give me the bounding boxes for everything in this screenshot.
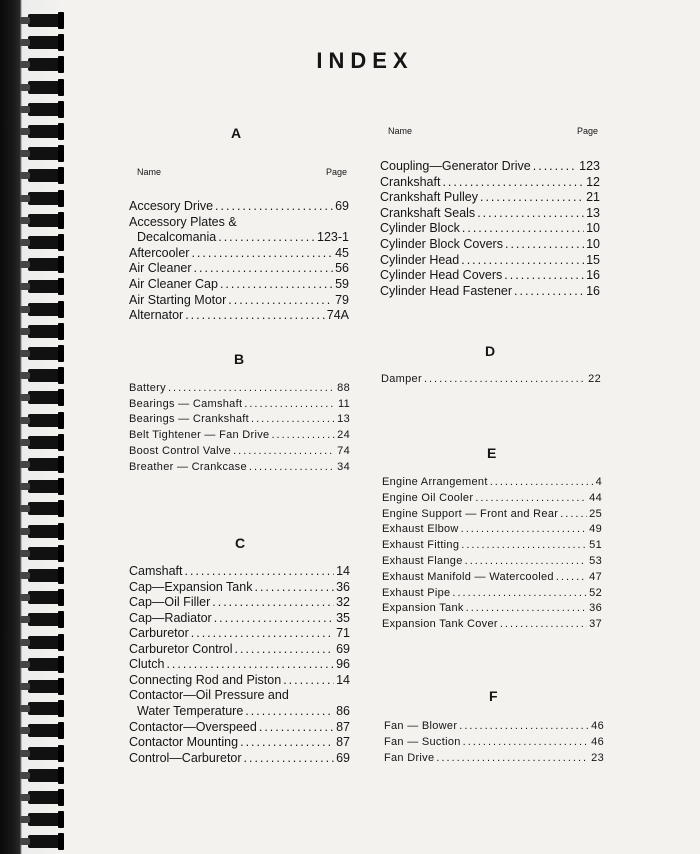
dot-leader: [480, 190, 584, 204]
entry-page: 96: [336, 657, 350, 672]
column-header-name: Name: [388, 126, 413, 136]
dot-leader: [271, 429, 335, 441]
entry-page: 49: [589, 523, 602, 536]
index-entry: [384, 736, 604, 748]
entry-name: Damper: [381, 373, 422, 385]
entry-name: Battery: [129, 382, 166, 394]
index-entry: [382, 523, 602, 535]
entry-name: Contactor Mounting: [129, 735, 239, 750]
dot-leader: [259, 720, 334, 734]
index-entry: [129, 277, 349, 291]
index-entry: [382, 618, 602, 630]
index-entry: [129, 246, 349, 260]
left-column-header: [137, 167, 347, 177]
entry-name: Clutch: [129, 657, 165, 672]
entry-page: 16: [586, 283, 600, 298]
binding-ring: [28, 747, 62, 760]
index-entry: [129, 398, 350, 410]
index-entry: [380, 253, 600, 267]
dot-leader: [477, 206, 584, 220]
page-title: INDEX: [316, 48, 414, 73]
binding-ring: [28, 791, 62, 804]
entry-name: Crankshaft: [380, 174, 441, 189]
index-entry: [380, 237, 600, 251]
entry-name: Air Cleaner: [129, 261, 192, 276]
entry-page: 74: [337, 444, 350, 457]
dot-leader: [504, 268, 584, 282]
dot-leader: [461, 253, 584, 267]
binding-ring: [28, 769, 62, 782]
entry-page: 21: [586, 190, 600, 205]
section-letter-c: C: [235, 535, 246, 551]
index-entry: [380, 175, 600, 189]
entry-page: 69: [336, 750, 350, 765]
entry-page: 71: [336, 626, 350, 641]
index-entry: [384, 720, 604, 732]
binding-ring: [28, 147, 62, 160]
dot-leader: [461, 523, 587, 535]
index-entry: [129, 382, 350, 394]
binding-ring: [28, 658, 62, 671]
binding-ring: [28, 458, 62, 471]
entry-name: Cylinder Block Covers: [380, 237, 503, 251]
index-entry: [129, 595, 350, 609]
index-entry: [380, 221, 600, 235]
dot-leader: [500, 618, 587, 630]
index-entry: [129, 461, 350, 473]
index-entry: [382, 571, 602, 583]
index-entry: [129, 445, 350, 457]
entry-page: 32: [336, 595, 350, 610]
binding-ring: [28, 680, 62, 693]
entry-name: Exhaust Pipe: [382, 586, 451, 599]
index-entry: [382, 539, 602, 551]
entry-name: Alternator: [129, 308, 184, 323]
dot-leader: [168, 382, 335, 394]
index-entry: [380, 190, 600, 204]
binding-ring: [28, 103, 62, 116]
dot-leader: [215, 199, 333, 213]
dot-leader: [235, 642, 335, 656]
entry-name: Air Starting Motor: [129, 292, 227, 307]
dot-leader: [466, 602, 587, 614]
entry-page: 88: [337, 382, 350, 394]
dot-leader: [442, 175, 584, 189]
entry-page: 35: [336, 610, 350, 625]
dot-leader: [490, 476, 594, 488]
entry-name: Exhaust Manifold — Watercooled: [382, 570, 554, 583]
entry-page: 123-1: [317, 230, 349, 245]
index-entry: [129, 199, 349, 213]
entry-name: Boost Control Valve: [129, 444, 232, 457]
dot-leader: [461, 539, 587, 551]
index-entry: [129, 673, 350, 687]
dot-leader: [251, 413, 335, 425]
entry-page: 44: [589, 491, 602, 504]
entry-page: 12: [586, 174, 600, 189]
dot-leader: [424, 373, 586, 385]
entry-page: 56: [335, 261, 349, 276]
binding-ring: [28, 436, 62, 449]
binding-ring: [28, 702, 62, 715]
index-entry: [129, 688, 350, 702]
column-header-page: Page: [576, 126, 598, 136]
index-entry: [129, 261, 349, 275]
dot-leader: [452, 587, 587, 599]
index-entry: [129, 564, 350, 578]
index-entry: [129, 626, 350, 640]
binding-ring: [28, 569, 62, 582]
binding-ring: [28, 236, 62, 249]
dot-leader: [166, 657, 334, 671]
entry-name: Expansion Tank: [382, 602, 464, 615]
binding-ring: [28, 280, 62, 293]
index-entry: [129, 704, 350, 718]
index-entry: [382, 555, 602, 567]
dot-leader: [194, 261, 334, 275]
dot-leader: [245, 704, 334, 718]
entry-page: 13: [586, 205, 600, 220]
entry-page: 4: [595, 476, 602, 488]
index-entry: [382, 602, 602, 614]
binding-ring: [28, 547, 62, 560]
entry-name: Cylinder Head Covers: [380, 268, 503, 283]
section-letter-d: D: [485, 343, 496, 359]
entry-page: 14: [336, 672, 350, 687]
index-entry: [380, 268, 600, 282]
entry-page: 69: [336, 641, 350, 656]
binding-ring: [28, 258, 62, 271]
index-entry: [382, 476, 602, 488]
binding-ring: [28, 480, 62, 493]
entry-name: Connecting Rod and Piston: [129, 672, 282, 687]
column-header-name: Name: [137, 167, 162, 177]
binding-ring: [28, 369, 62, 382]
entry-name: Engine Support — Front and Rear: [382, 507, 559, 520]
entry-name: Cap—Oil Filler: [129, 595, 211, 610]
index-entry: [129, 215, 349, 229]
entry-name: Carburetor Control: [129, 641, 233, 656]
entry-name: Expansion Tank Cover: [382, 618, 498, 631]
entry-page: 45: [335, 245, 349, 260]
dot-leader: [463, 736, 589, 748]
index-entry: [129, 735, 350, 749]
dot-leader: [191, 626, 334, 640]
dot-leader: [436, 752, 589, 764]
dot-leader: [233, 445, 335, 457]
entry-name: Cylinder Head: [380, 252, 460, 267]
binding-ring: [28, 813, 62, 826]
entry-page: 23: [591, 751, 604, 764]
entry-name: Engine Oil Cooler: [382, 491, 474, 504]
dot-leader: [212, 595, 334, 609]
entry-name: Air Cleaner Cap: [129, 277, 218, 291]
dot-leader: [475, 492, 587, 504]
binding-ring: [28, 636, 62, 649]
dot-leader: [240, 735, 334, 749]
binding-ring: [28, 414, 62, 427]
entry-name: Bearings — Crankshaft: [129, 413, 250, 426]
index-entry: [382, 587, 602, 599]
entry-name: Carburetor: [129, 626, 189, 641]
entry-name: Exhaust Fitting: [382, 539, 460, 552]
entry-page: 10: [586, 221, 600, 236]
dot-leader: [185, 564, 335, 578]
entry-name: Water Temperature: [137, 703, 244, 718]
entry-name: Camshaft: [129, 564, 183, 578]
entry-page: 74A: [326, 308, 349, 323]
index-entry: [129, 413, 350, 425]
dot-leader: [214, 611, 334, 625]
dot-leader: [505, 237, 584, 251]
binding-ring: [28, 14, 62, 27]
binding-ring: [28, 303, 62, 316]
index-entry: [382, 508, 602, 520]
section-letter-e: E: [487, 445, 497, 461]
entry-name: Exhaust Elbow: [382, 523, 459, 536]
index-entry: [129, 751, 350, 765]
index-entry: [129, 429, 350, 441]
entry-page: 86: [336, 703, 350, 718]
binding-ring: [28, 325, 62, 338]
binding-ring: [28, 347, 62, 360]
entry-page: 59: [335, 277, 349, 291]
section-letter-a: A: [231, 125, 242, 141]
entry-page: 51: [589, 539, 602, 552]
index-entry: [129, 293, 349, 307]
entry-name: Breather — Crankcase: [129, 460, 247, 473]
entry-name: Fan Drive: [384, 751, 435, 764]
index-entry: [382, 492, 602, 504]
entry-name: Cylinder Block: [380, 221, 460, 236]
index-entry: [129, 657, 350, 671]
index-entry: [129, 642, 350, 656]
entry-name: Bearings — Camshaft: [129, 397, 243, 410]
entry-page: 25: [589, 507, 602, 520]
entry-name: Control—Carburetor: [129, 750, 242, 765]
dot-leader: [228, 293, 333, 307]
dot-leader: [220, 277, 333, 291]
binding-ring: [28, 169, 62, 182]
dot-leader: [462, 221, 584, 235]
entry-page: 13: [337, 413, 350, 426]
section-letter-b: B: [234, 351, 245, 367]
entry-name: Engine Arrangement: [382, 476, 488, 488]
entry-page: 79: [335, 292, 349, 307]
entry-page: 53: [589, 555, 602, 567]
dot-leader: [533, 159, 577, 173]
entry-page: 36: [336, 579, 350, 594]
binding-ring: [28, 591, 62, 604]
dot-leader: [560, 508, 587, 520]
entry-page: 69: [335, 199, 349, 213]
entry-page: 24: [337, 429, 350, 442]
binding-ring: [28, 214, 62, 227]
entry-page: 14: [336, 564, 350, 578]
entry-page: 36: [589, 602, 602, 615]
binding-ring: [28, 81, 62, 94]
entry-name: Crankshaft Pulley: [380, 190, 478, 205]
entry-page: 123: [579, 159, 600, 173]
index-entry: [129, 580, 350, 594]
section-letter-f: F: [489, 688, 498, 704]
index-entry: [380, 284, 600, 298]
entry-name: Cylinder Head Fastener: [380, 283, 513, 298]
index-entry: [384, 752, 604, 764]
entry-page: 34: [337, 460, 350, 473]
index-entry: [381, 373, 601, 385]
entry-name: Decalcomania: [137, 230, 217, 245]
binding-ring: [28, 391, 62, 404]
entry-name: Crankshaft Seals: [380, 205, 476, 220]
column-header-page: Page: [325, 167, 347, 177]
entry-name: Aftercooler: [129, 245, 190, 260]
binding-ring: [28, 502, 62, 515]
entry-name: Accesory Drive: [129, 199, 214, 213]
entry-name: Cap—Expansion Tank: [129, 579, 253, 594]
entry-name: Cap—Radiator: [129, 610, 212, 625]
index-entry: [129, 230, 349, 244]
entry-name: Contactor—Overspeed: [129, 719, 257, 734]
entry-page: 10: [586, 237, 600, 251]
dot-leader: [244, 398, 336, 410]
dot-leader: [556, 571, 587, 583]
entry-page: 46: [591, 735, 604, 748]
dot-leader: [283, 673, 334, 687]
index-entry: [129, 308, 349, 322]
entry-page: 87: [336, 719, 350, 734]
dot-leader: [218, 230, 315, 244]
entry-page: 52: [589, 586, 602, 599]
binding-ring: [28, 125, 62, 138]
entry-name: Accessory Plates &: [129, 214, 237, 229]
dot-leader: [185, 308, 325, 322]
entry-name: Belt Tightener — Fan Drive: [129, 429, 270, 442]
entry-page: 37: [589, 618, 602, 631]
dot-leader: [459, 720, 589, 732]
index-entry: [380, 206, 600, 220]
dot-leader: [514, 284, 584, 298]
entry-page: 11: [337, 397, 350, 410]
dot-leader: [244, 751, 335, 765]
binding-ring: [28, 724, 62, 737]
entry-page: 46: [591, 720, 604, 732]
index-entry: [129, 720, 350, 734]
right-column-header: [388, 126, 598, 136]
index-entry: [380, 159, 600, 173]
dot-leader: [191, 246, 333, 260]
entry-name: Fan — Blower: [384, 720, 458, 732]
dot-leader: [249, 461, 335, 473]
binding-ring: [28, 613, 62, 626]
entry-page: 22: [588, 373, 601, 385]
entry-name: Coupling—Generator Drive: [380, 159, 531, 173]
entry-name: Contactor—Oil Pressure and: [129, 688, 289, 703]
dot-leader: [254, 580, 334, 594]
binding-ring: [28, 192, 62, 205]
entry-page: 47: [589, 570, 602, 583]
entry-page: 16: [586, 268, 600, 283]
dot-leader: [465, 555, 588, 567]
entry-name: Fan — Suction: [384, 735, 461, 748]
entry-page: 87: [336, 735, 350, 750]
binding-ring: [28, 835, 62, 848]
entry-name: Exhaust Flange: [382, 555, 463, 567]
binding-ring: [28, 525, 62, 538]
index-entry: [129, 611, 350, 625]
entry-page: 15: [586, 252, 600, 267]
